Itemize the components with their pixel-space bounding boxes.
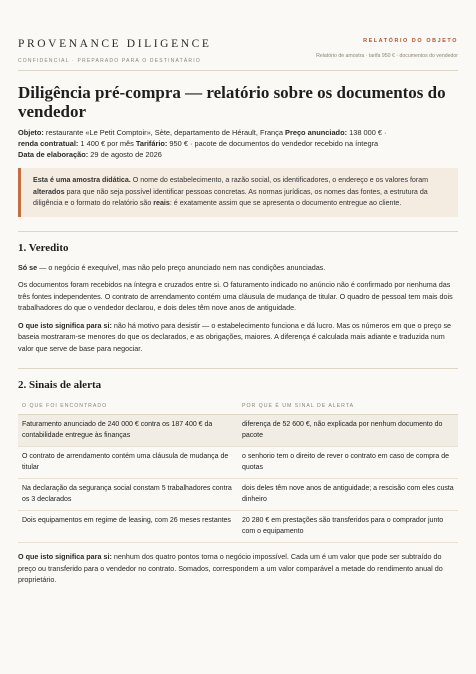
verdict-meaning-text: não há motivo para desistir — o estabelecimento funciona e dá lucro. Mas os números em que o preço se baseia mostraram-se menores do que os declarados, e as obrigações, maiores. A diferença é calculada mais adiante e traduzida num valor que serve de base para negociar. (18, 320, 452, 353)
sample-notice (18, 168, 458, 217)
alerts-table (18, 399, 458, 543)
date-label: Data de elaboração: (18, 150, 89, 159)
price-label: Preço anunciado: (285, 128, 348, 137)
section-verdict-heading: 1. Veredito (18, 241, 69, 254)
verdict-meaning (18, 320, 458, 355)
brand-subtitle: CONFIDENCIAL · PREPARADO PARA O DESTINATÁRIO (18, 58, 201, 64)
object-value: restaurante «Le Petit Comptoir», Sète, departamento de Hérault, França (43, 128, 286, 137)
meta-line-3 (18, 149, 458, 160)
rent-label: renda contratual: (18, 139, 79, 148)
notice-text-1: O nome do estabelecimento, a razão social, os identificadores, o endereço e os valores foram (130, 176, 429, 184)
report-page (18, 0, 458, 586)
table-row (18, 415, 458, 447)
fee-label: Tarifário: (135, 139, 168, 148)
brand-name: PROVENANCE DILIGENCE (18, 38, 212, 50)
verdict-meaning-bold: O que isto significa para si: (18, 320, 112, 330)
date-value: 29 de agosto de 2026 (88, 150, 162, 159)
alerts-meaning-text: nenhum dos quatro pontos torna o negócio impossível. Cada um é um valor que pode ser subtraído do preço ou transferido para o vendedor no contrato. Somados, correspondem a um valor comparável a metade do rendimento anual do proprietário. (18, 552, 443, 584)
cell-why: o senhorio tem o direito de rever o contrato em caso de compra de quotas (238, 447, 458, 479)
notice-lead: Esta é uma amostra didática. (33, 176, 131, 184)
verdict-details: Os documentos foram recebidos na íntegra e cruzados entre si. O faturamento indicado no anúncio não é confirmado por nenhuma das três fontes independentes. O contrato de arrendamento contém uma cláusula de mudança de titular. O quadro de pessoal tem mais dois trabalhadores do que o vendedor declarou, e dois deles têm nove anos de antiguidade. (18, 280, 453, 312)
section-alerts-heading: 2. Sinais de alerta (18, 379, 102, 391)
cell-found: Dois equipamentos em regime de leasing, com 26 meses restantes (18, 511, 238, 543)
notice-text-2: para que não seja possível identificar pessoas concretas. As normas jurídicas, os nomes das fontes, a estrutura da diligência e o formato do relatório são (33, 187, 428, 207)
object-label: Objeto: (18, 128, 44, 137)
alerts-meaning-bold: O que isto significa para si: (18, 552, 112, 561)
price-value: 138 000 € · (347, 128, 387, 137)
report-title: Diligência pré-compra — relatório sobre os documentos do vendedor (18, 83, 446, 121)
section-divider (18, 231, 458, 232)
alerts-meaning (18, 551, 458, 586)
cell-why: diferença de 52 600 €, não explicada por nenhum documento do pacote (238, 415, 458, 447)
report-tag-block (316, 38, 458, 59)
report-type-label: RELATÓRIO DO OBJETO (363, 38, 458, 44)
col-why-header: POR QUE É UM SINAL DE ALERTA (238, 399, 458, 415)
col-found-header: O QUE FOI ENCONTRADO (18, 399, 238, 415)
table-row (18, 511, 458, 543)
meta-line-2 (18, 138, 458, 149)
cell-why: 20 280 € em prestações são transferidos para o comprador junto com o equipamento (238, 511, 458, 543)
notice-text-3: : é exatamente assim que se apresenta o documento entregue ao cliente. (169, 199, 402, 207)
cell-found: Na declaração da segurança social constam 5 trabalhadores contra os 3 declarados (18, 479, 238, 511)
table-row (18, 479, 458, 511)
notice-altered: alterados (33, 187, 65, 196)
fee-value: 950 € · pacote de documentos do vendedor recebido na íntegra (167, 139, 379, 148)
verdict-bold: Só se (18, 262, 38, 272)
rent-value: 1 400 € por mês (78, 139, 136, 148)
notice-real: reais (153, 199, 170, 207)
table-header-row (18, 399, 458, 415)
brand-block (18, 38, 212, 64)
report-meta (18, 127, 458, 160)
table-row (18, 447, 458, 479)
meta-line-1 (18, 127, 458, 138)
masthead (18, 38, 458, 71)
section-divider (18, 368, 458, 369)
report-type-subtitle: Relatório de amostra · tarifa 950 € · documentos do vendedor (316, 53, 458, 59)
verdict-summary (18, 262, 458, 274)
verdict-text: — o negócio é exequível, mas não pelo preço anunciado nem nas condições anunciadas. (37, 262, 326, 272)
cell-found: O contrato de arrendamento contém uma cláusula de mudança de titular (18, 447, 238, 479)
cell-why: dois deles têm nove anos de antiguidade; a rescisão com eles custa dinheiro (238, 479, 458, 511)
cell-found: Faturamento anunciado de 240 000 € contra os 187 400 € da contabilidade entregue às finanças (18, 415, 238, 447)
